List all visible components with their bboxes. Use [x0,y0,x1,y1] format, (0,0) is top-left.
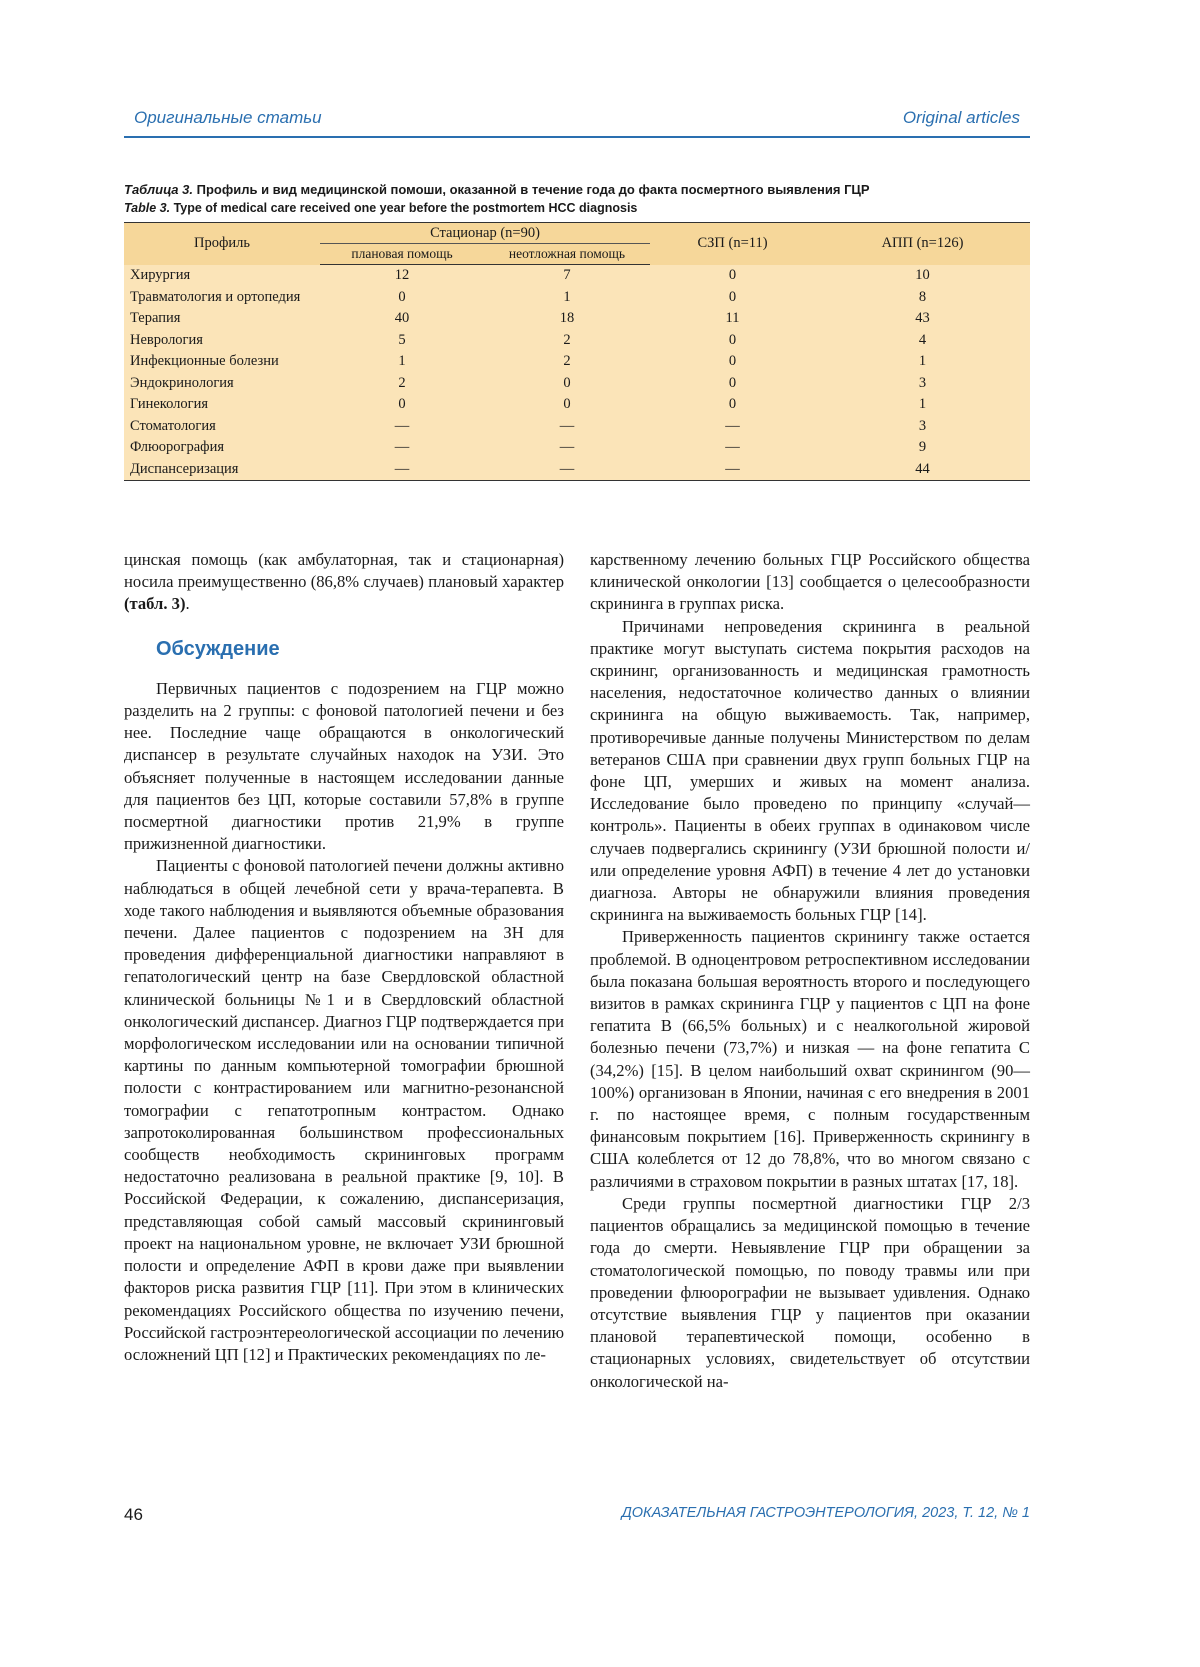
caption-en-label: Table 3. [124,201,171,215]
row-name: Неврология [124,330,320,352]
cell-emergency: 2 [484,330,650,352]
cell-szp: 0 [650,351,815,373]
table-caption [124,181,1030,217]
left-column [124,549,564,1366]
table-row [124,416,1030,438]
cell-planned: 2 [320,373,484,395]
row-name: Инфекционные болезни [124,351,320,373]
cell-app: 8 [815,287,1030,309]
cell-app: 1 [815,351,1030,373]
care-profile-table [124,222,1030,481]
row-name: Терапия [124,308,320,330]
cell-szp: — [650,459,815,481]
cell-szp: 0 [650,330,815,352]
row-name: Травматология и ортопедия [124,287,320,309]
cell-app: 1 [815,394,1030,416]
section-label-ru: Оригинальные статьи [134,108,322,127]
table-row [124,287,1030,309]
cell-szp: 0 [650,265,815,287]
cell-planned: 0 [320,394,484,416]
cell-planned: 40 [320,308,484,330]
page-footer [124,1505,1030,1529]
paragraph: Приверженность пациентов скринингу также остается проблемой. В одноцентровом ретроспективном исследовании была показана большая вероятность второго и последующего визитов в рамках скрининга ГЦР у пациентов с ЦП на фоне гепатита B (66,5% больных) и с неалкогольной жировой болезнью печени (73,7%) и низкая — на фоне гепатита C (34,2%) [15]. В целом наибольший охват скринингом (90—100%) организован в Японии, начиная с его внедрения в 2001 г. по настоящее время, с полным государственным финансовым покрытием [16]. Приверженность скринингу в США колеблется от 12 до 78,8%, что во многом связано с различиями в страховом покрытии в разных штатах [17, 18]. [590,927,1030,1191]
right-column [590,549,1030,1393]
cell-emergency: 2 [484,351,650,373]
table-row [124,330,1030,352]
table-row [124,459,1030,481]
cell-app: 43 [815,308,1030,330]
cell-emergency: — [484,416,650,438]
cell-planned: — [320,459,484,481]
cell-app: 44 [815,459,1030,481]
cell-planned: — [320,416,484,438]
cell-emergency: 7 [484,265,650,287]
table-row [124,308,1030,330]
table-reference: (табл. 3) [124,594,186,614]
table-row [124,394,1030,416]
cell-planned: 1 [320,351,484,373]
cell-app: 3 [815,416,1030,438]
paragraph: Пациенты с фоновой патологией печени должны активно наблюдаться в общей лечебной сети у врача-терапевта. В ходе такого наблюдения и выявляются объемные образования печени. Далее пациентов с подозрением на ЗН для проведения дифференциальной диагностики направляют в гепатологический центр на базе Свердловской областной клинической больницы №1 и в Свердловский областной онкологический диспансер. Диагноз ГЦР подтверждается при морфологическом исследовании или на основании типичной картины по данным компьютерной томографии брюшной полости с контрастированием или магнитно-резонансной томографии с гепатотропным контрастом. Однако запротоколированная большинством профессиональных сообществ необходимость скрининговых программ недостаточно реализована в реальной практике [9, 10]. В Российской Федерации, к сожалению, диспансеризация, представляющая собой самый массовый скрининговый проект на национальном уровне, не включает УЗИ брюшной полости и определение АФП в крови даже при выявлении факторов риска развития ГЦР [11]. При этом в клинических рекомендациях Российского общества по изучению печени, Российской гастроэнтереологической ассоциации по лечению осложнений ЦП [12] и Практических рекомендациях по ле- [124,856,564,1364]
cell-app: 4 [815,330,1030,352]
row-name: Эндокринология [124,373,320,395]
paragraph-text: пациентов обращались за медицинской помощью в течение года до смерти. Невыявление ГЦР при обращении за стоматологической помощью, по поводу травмы или при проведении флюорографии не вызывает удивления. Однако отсутствие выявления ГЦР у пациентов при оказании плановой терапевтической помощи, особенно в стационарных условиях, свидетельствует об отсутствии онкологической на- [590,1216,1030,1391]
paragraph-text: Среди группы посмертной диагностики ГЦР [622,1193,1009,1213]
header-hospital: Стационар (n=90) [320,223,650,244]
table-row [124,351,1030,373]
journal-title: ДОКАЗАТЕЛЬНАЯ ГАСТРОЭНТЕРОЛОГИЯ, 2023, Т. 12, № 1 [621,1505,1030,1521]
cell-emergency: 18 [484,308,650,330]
caption-ru-text: Профиль и вид медицинской помоши, оказанной в течение года до факта посмертного выявления ГЦР [193,182,870,197]
header-profile: Профиль [124,223,320,265]
cell-planned: 5 [320,330,484,352]
caption-ru-label: Таблица 3. [124,182,193,197]
section-label-en: Original articles [902,108,1020,127]
cell-emergency: — [484,459,650,481]
paragraph: Первичных пациентов с подозрением на ГЦР можно разделить на 2 группы: с фоновой патологией печени и без нее. Последние чаще обращаются в онкологический диспансер в результате случайных находок на УЗИ. Это объясняет полученные в настоящем исследовании данные для пациентов без ЦП, которые составили 57,8% в группе посмертной диагностики против 21,9% в группе прижизненной диагностики. [124,678,564,854]
row-name: Диспансеризация [124,459,320,481]
table-row [124,265,1030,287]
page-number: 46 [124,1505,143,1524]
cell-emergency: 1 [484,287,650,309]
table-row [124,437,1030,459]
row-name: Хирургия [124,265,320,287]
table-caption-ru [124,181,1030,199]
paragraph: Причинами непроведения скрининга в реальной практике могут выступать система покрытия расходов на скрининг, организованность и медицинская грамотность населения, недостаточное количество данных о влиянии скрининга на общую выживаемость. Так, например, противоречивые данные получены Министерством по делам ветеранов США при сравнении двух групп больных ГЦР на фоне ЦП, умерших и живых на момент анализа. Исследование было проведено по принципу «случай—контроль». Пациенты в обеих группах в одинаковом числе случаев подвергались скринингу (УЗИ брюшной полости и/или определение уровня АФП) в течение 4 лет до установки диагноза. Авторы не обнаружили влияния проведения скрининга на выживаемость больных ГЦР [14]. [590,616,1030,925]
cell-szp: 0 [650,287,815,309]
cell-planned: 0 [320,287,484,309]
cell-szp: 11 [650,308,815,330]
header-app: АПП (n=126) [815,223,1030,265]
cell-szp: — [650,437,815,459]
header-emergency: неотложная помощь [484,244,650,265]
paragraph-text: цинская помощь (как амбулаторная, так и стационарная) носила преимущественно (86,8% случаев) плановый характер [124,550,564,592]
caption-en-text: Type of medical care received one year before the postmortem HCC diagnosis [170,201,638,215]
cell-app: 10 [815,265,1030,287]
cell-planned: — [320,437,484,459]
paragraph [124,549,564,616]
fraction: 2/3 [1008,1193,1030,1213]
section-heading: Обсуждение [156,637,280,660]
cell-emergency: 0 [484,394,650,416]
paragraph-end: . [185,594,190,614]
cell-szp: 0 [650,394,815,416]
paragraph [590,1193,1030,1393]
cell-emergency: 0 [484,373,650,395]
header-szp: СЗП (n=11) [650,223,815,265]
cell-szp: — [650,416,815,438]
cell-emergency: — [484,437,650,459]
row-name: Флюорография [124,437,320,459]
running-header [124,108,1030,138]
cell-app: 9 [815,437,1030,459]
table-row [124,373,1030,395]
row-name: Стоматология [124,416,320,438]
table-caption-en [124,199,1030,217]
header-planned: плановая помощь [320,244,484,265]
paragraph: карственному лечению больных ГЦР Российского общества клинической онкологии [13] сообщается о целесообразности скрининга в группах риска. [590,550,1030,614]
cell-szp: 0 [650,373,815,395]
cell-app: 3 [815,373,1030,395]
cell-planned: 12 [320,265,484,287]
row-name: Гинекология [124,394,320,416]
